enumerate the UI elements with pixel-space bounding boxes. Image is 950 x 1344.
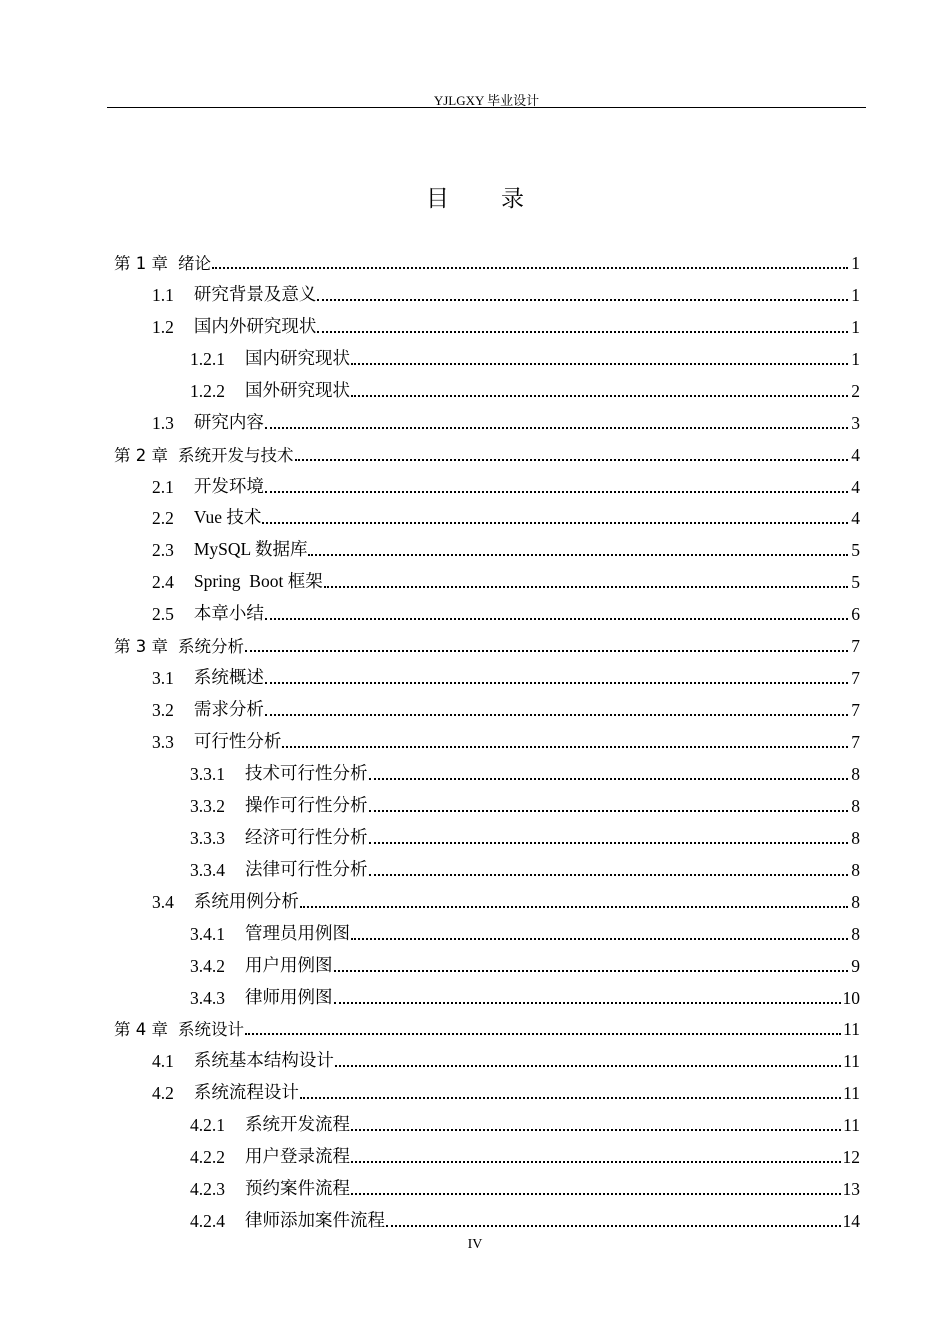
toc-entry[interactable]: [114, 370, 860, 402]
toc-entry-number: 1.1: [152, 284, 174, 305]
toc-entry[interactable]: [114, 849, 860, 881]
toc-entry-title: 国内研究现状: [245, 347, 350, 368]
toc-leader-dots: [369, 874, 849, 876]
toc-entry-title: 国内外研究现状: [193, 315, 317, 336]
toc-leader-dots: [351, 1193, 841, 1195]
toc-entry-number: 3.4: [152, 891, 174, 912]
toc-entry-page: 11: [843, 1115, 860, 1136]
toc-entry[interactable]: [114, 306, 860, 338]
toc-entry-page: 7: [851, 700, 860, 721]
toc-entry-number: 1.2: [152, 316, 174, 337]
toc-entry-page: 7: [851, 668, 860, 689]
toc-leader-dots: [369, 778, 849, 780]
toc-entry-title: Spring Boot 框架: [193, 571, 323, 592]
toc-entry-title: 管理员用例图: [245, 922, 350, 943]
toc-entry[interactable]: [114, 1136, 860, 1168]
toc-leader-dots: [295, 459, 849, 461]
toc-entry[interactable]: [114, 625, 860, 657]
toc-entry-title: 系统开发与技术: [178, 445, 294, 465]
toc-entry-title: 绪论: [178, 253, 211, 273]
toc-entry-page: 7: [851, 732, 860, 752]
header-divider: [107, 107, 866, 108]
toc-leader-dots: [335, 1065, 841, 1067]
toc-entry-title: 研究内容: [193, 411, 264, 432]
toc-entry[interactable]: [114, 1072, 860, 1104]
toc-entry-page: 11: [843, 1083, 860, 1104]
toc-entry-page: 1: [851, 252, 860, 273]
toc-entry-title: 系统设计: [178, 1020, 244, 1040]
toc-entry-number: 3.1: [152, 668, 174, 689]
toc-leader-dots: [300, 1097, 841, 1099]
toc-title: 目录: [426, 186, 576, 211]
toc-leader-dots: [351, 938, 848, 940]
toc-leader-dots: [386, 1225, 841, 1227]
toc-entry-page: 5: [851, 572, 860, 593]
toc-entry[interactable]: [114, 881, 860, 913]
toc-entry-number: 4.2.2: [190, 1147, 225, 1168]
toc-entry[interactable]: [114, 274, 860, 306]
toc-entry[interactable]: [114, 721, 860, 753]
toc-entry-title: 开发环境: [193, 475, 264, 496]
toc-leader-dots: [308, 554, 848, 556]
toc-entry[interactable]: [114, 785, 860, 817]
running-header: YJLGXY 毕业设计: [433, 93, 540, 108]
toc-entry[interactable]: [114, 657, 860, 689]
toc-entry-title: 用户用例图: [245, 954, 333, 975]
toc-leader-dots: [369, 842, 849, 844]
toc-entry-number: 3.3.2: [190, 795, 225, 816]
toc-entry-page: 5: [851, 540, 860, 561]
toc-entry-title: 操作可行性分析: [245, 794, 368, 815]
toc-leader-dots: [245, 1033, 841, 1035]
toc-entry-title: Vue 技术: [193, 507, 262, 528]
toc-entry[interactable]: [114, 817, 860, 849]
toc-entry-page: 8: [851, 827, 860, 848]
toc-entry-page: 9: [851, 955, 860, 976]
toc-leader-dots: [265, 682, 848, 684]
toc-entry-number: 4.2: [152, 1083, 174, 1104]
toc-entry-page: 4: [851, 508, 860, 529]
toc-entry-title: 预约案件流程: [245, 1178, 350, 1199]
toc-entry-page: 8: [851, 763, 860, 784]
toc-leader-dots: [334, 1002, 841, 1004]
toc-entry-page: 8: [851, 923, 860, 944]
toc-entry-page: 2: [851, 380, 860, 401]
toc-entry-title: 可行性分析: [193, 731, 282, 751]
toc-entry[interactable]: [114, 913, 860, 945]
toc-entry-page: 11: [843, 1019, 860, 1040]
toc-entry-title: 律师用例图: [245, 986, 333, 1007]
toc-entry[interactable]: [114, 1168, 860, 1200]
toc-entry-number: 4.1: [152, 1051, 174, 1072]
toc-entry[interactable]: [114, 1009, 860, 1041]
toc-leader-dots: [334, 970, 849, 972]
toc-leader-dots: [351, 363, 848, 365]
toc-entry-number: 3.3.3: [190, 827, 225, 848]
toc-entry-title: 用户登录流程: [245, 1146, 350, 1167]
toc-entry-title: 研究背景及意义: [193, 283, 317, 304]
toc-entry-number: 2.1: [152, 476, 174, 497]
toc-entry-number: 3.4.1: [190, 923, 225, 944]
toc-entry-title: 法律可行性分析: [245, 858, 368, 879]
toc-entry-number: 第 4 章: [114, 1020, 168, 1040]
toc-entry[interactable]: [114, 561, 860, 593]
toc-entry-number: 3.4.3: [190, 987, 225, 1008]
toc-entry-page: 1: [851, 284, 860, 305]
toc-entry-number: 1.2.2: [190, 380, 225, 401]
toc-leader-dots: [265, 714, 848, 716]
toc-entry[interactable]: [114, 753, 860, 785]
toc-entry-number: 第 1 章: [114, 253, 168, 273]
toc-entry[interactable]: [114, 498, 860, 530]
toc-entry[interactable]: [114, 1200, 860, 1232]
toc-entry-title: MySQL 数据库: [193, 539, 308, 560]
toc-entry-title: 系统分析: [178, 637, 244, 657]
toc-entry[interactable]: [114, 434, 860, 466]
toc-leader-dots: [282, 746, 848, 748]
toc-leader-dots: [265, 618, 848, 620]
toc-entry-title: 技术可行性分析: [245, 762, 368, 783]
toc-leader-dots: [317, 299, 848, 301]
toc-entry-title: 系统流程设计: [193, 1082, 299, 1103]
toc-leader-dots: [300, 906, 848, 908]
toc-entry-number: 4.2.1: [190, 1115, 225, 1136]
toc-entry-page: 1: [851, 348, 860, 369]
toc-entry-page: 12: [842, 1147, 860, 1168]
toc-entry[interactable]: [114, 338, 860, 370]
toc-entry-page: 4: [851, 444, 860, 465]
toc-entry-page: 3: [851, 412, 860, 433]
toc-entry-page: 4: [851, 476, 860, 497]
toc-entry-title: 系统用例分析: [193, 890, 299, 911]
toc-entry-title: 系统基本结构设计: [193, 1050, 334, 1071]
toc-entry-number: 2.4: [152, 572, 174, 593]
toc-entry-title: 国外研究现状: [245, 379, 350, 400]
toc-entry[interactable]: [114, 977, 860, 1009]
toc-entry-title: 本章小结: [193, 603, 264, 624]
toc-entry-page: 11: [843, 1051, 860, 1072]
toc-entry-number: 3.3.1: [190, 763, 225, 784]
toc-entry-page: 8: [851, 891, 860, 912]
toc-entry-page: 10: [842, 987, 860, 1008]
toc-entry-page: 6: [851, 604, 860, 625]
toc-entry[interactable]: [114, 945, 860, 977]
toc-leader-dots: [212, 267, 848, 269]
toc-entry-number: 3.3: [152, 732, 174, 752]
toc-entry[interactable]: [114, 242, 860, 274]
toc-entry-page: 1: [851, 316, 860, 337]
toc-entry[interactable]: [114, 593, 860, 625]
toc-entry[interactable]: [114, 1040, 860, 1072]
toc-leader-dots: [324, 586, 848, 588]
toc-entry-number: 第 3 章: [114, 637, 168, 657]
page-number: IV: [467, 1237, 483, 1252]
toc-entry-number: 4.2.3: [190, 1179, 225, 1200]
toc-leader-dots: [317, 331, 848, 333]
toc-leader-dots: [265, 427, 848, 429]
toc-entry[interactable]: [114, 689, 860, 721]
toc-entry-title: 经济可行性分析: [245, 826, 368, 847]
toc-leader-dots: [351, 395, 848, 397]
toc-leader-dots: [369, 810, 849, 812]
toc-entry-title: 系统概述: [193, 667, 264, 688]
toc-entry-number: 1.2.1: [190, 348, 225, 369]
table-of-contents: [114, 242, 860, 1232]
toc-entry-number: 1.3: [152, 412, 174, 433]
toc-entry-page: 14: [842, 1211, 860, 1232]
toc-entry-page: 8: [851, 795, 860, 816]
toc-entry-page: 8: [851, 859, 860, 880]
toc-entry[interactable]: [114, 529, 860, 561]
toc-entry-title: 律师添加案件流程: [245, 1210, 385, 1231]
toc-leader-dots: [245, 650, 848, 652]
toc-entry-page: 13: [842, 1179, 860, 1200]
toc-entry[interactable]: [114, 402, 860, 434]
toc-leader-dots: [351, 1161, 841, 1163]
toc-entry-number: 2.5: [152, 604, 174, 625]
toc-entry-number: 第 2 章: [114, 445, 168, 465]
toc-entry-title: 需求分析: [193, 699, 264, 720]
toc-leader-dots: [262, 522, 848, 524]
toc-entry-number: 3.3.4: [190, 859, 225, 880]
toc-entry-title: 系统开发流程: [245, 1114, 350, 1135]
toc-leader-dots: [265, 491, 848, 493]
toc-entry[interactable]: [114, 1104, 860, 1136]
toc-entry-number: 3.4.2: [190, 955, 225, 976]
toc-entry-number: 3.2: [152, 700, 174, 721]
toc-leader-dots: [351, 1129, 841, 1131]
toc-entry-number: 2.2: [152, 508, 174, 529]
toc-entry-page: 7: [851, 636, 860, 657]
toc-entry-number: 2.3: [152, 540, 174, 561]
toc-entry-number: 4.2.4: [190, 1211, 225, 1232]
toc-entry[interactable]: [114, 466, 860, 498]
